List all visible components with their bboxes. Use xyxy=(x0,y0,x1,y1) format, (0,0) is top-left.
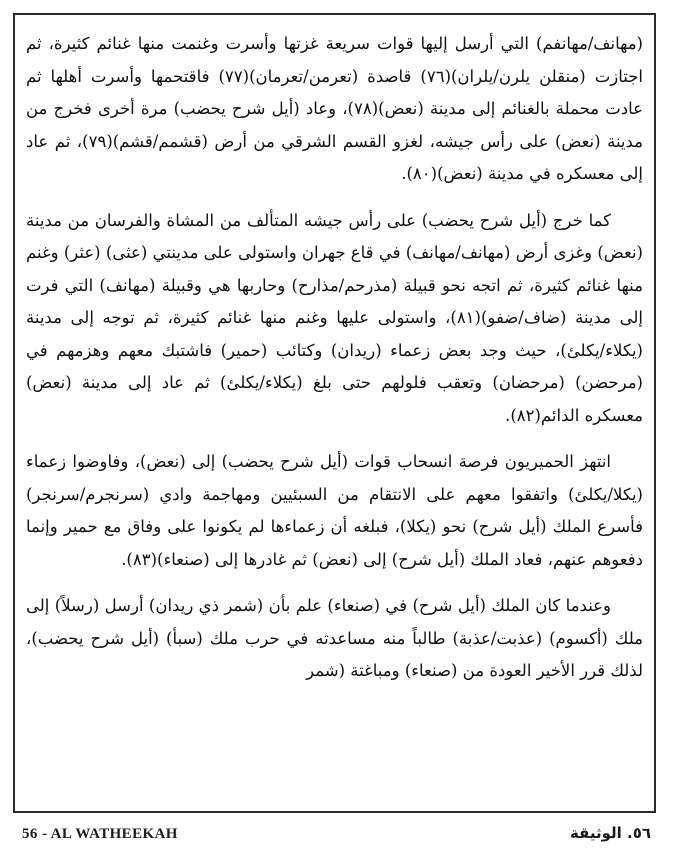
paragraph-1: (مهانف/مهانفم) التي أرسل إليها قوات سريعة غزتها وأسرت وغنمت منها غنائم كثيرة، ثم اجتازت (منقلن يلرن/يلران)(٧٦) قاصدة (تعرمن/تعرمان)(٧٧) فاقتحمها وأسرت أهلها ثم عادت محملة بالغنائم إلى مدينة (نعض)(٧٨)، وعاد (أيل شرح يحضب) مرة أخرى فخرج من مدينة (نعض) على رأس جيشه، لغزو القسم الشرقي من أرض (قشمم/قشم)(٧٩)، ثم عاد إلى معسكره في مدينة (نعض)(٨٠). xyxy=(26,34,644,183)
footer-page-label: 56 - AL WATHEEKAH xyxy=(22,826,178,842)
paragraph-2: كما خرج (أيل شرح يحضب) على رأس جيشه المتألف من المشاة والفرسان من مدينة (نعض) وغزى أرض (مهانف/مهانف) في قاع جهران واستولى على مدينتي (عثى) (عثر) وغنم منها غنائم كثيرة، ثم اتجه نحو قبيلة (مذرحم/مذارح) وحاربها هي وقبيلة (مهانف) التي فرت إلى مدينة (ضاف/ضفو)(٨١)، واستولى عليها وغنم منها غنائم كثيرة، ثم توجه إلى مدينة (يكلاء/يكلئ)، حيث وجد بعض زعماء (ريدان) وكتائب (حمير) فاشتبك معهم وهزمهم في (مرحضن) (مرحضان) وتعقب فلولهم حتى بلغ (يكلاء/يكلئ) ثم عاد إلى مدينة (نعض) معسكره الدائم(٨٢). xyxy=(26,210,643,425)
paragraph-4: وعندما كان الملك (أيل شرح) في (صنعاء) علم بأن (شمر ذي ريدان) أرسل (رسلاً) إلى ملك (أكسوم) (عذبت/عذبة) طالباً منه مساعدته في حرب ملك (سبأ) (أيل شرح يحضب)، لذلك قرر الأخير العودة من (صنعاء) ومباغتة (شمر xyxy=(26,596,643,680)
article-body xyxy=(26,28,643,702)
paragraph-3: انتهز الحميريون فرصة انسحاب قوات (أيل شرح يحضب) إلى (نعض)، وفاوضوا زعماء (يكلا/يكلئ) واتفقوا معهم على الانتقام من السبئيين ومهاجمة وادي (سرنجرم/سرنجر) فأسرع الملك (أيل شرح) نحو (يكلا)، فبلغه أن زعماءها لم يكونوا على وفاق مع حمير وإنما دفعوهم عنهم، فعاد الملك (أيل شرح) إلى (نعض) ثم غادرها إلى (صنعاء)(٨٣). xyxy=(26,452,643,569)
footer-journal-title: ٥٦. الوثيقة xyxy=(569,824,651,842)
page-footer xyxy=(22,826,651,848)
